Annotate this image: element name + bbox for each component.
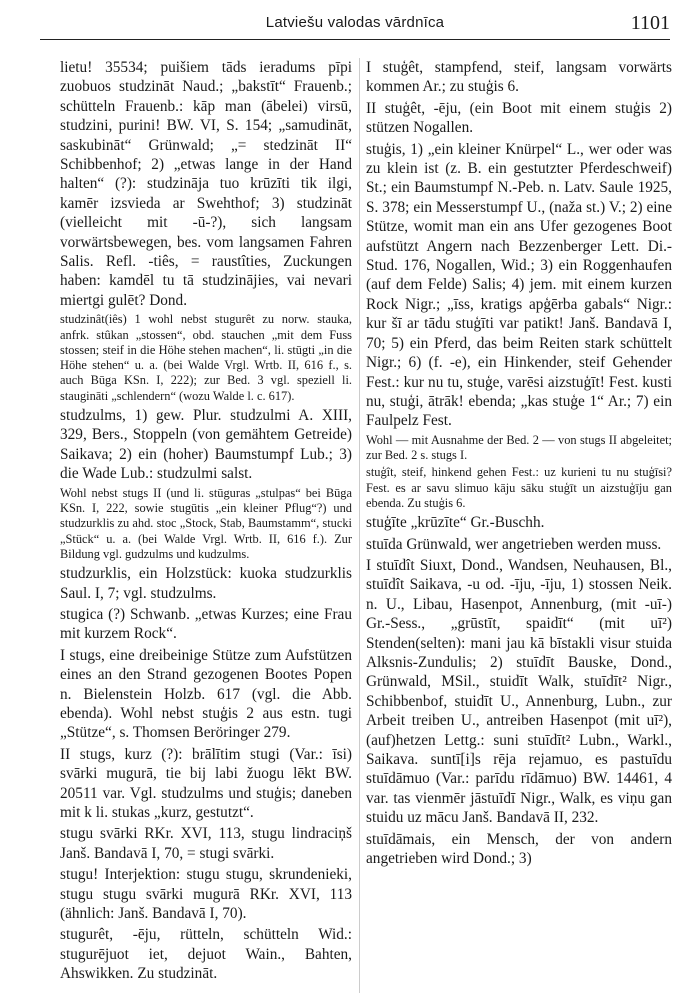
column-divider <box>359 58 360 993</box>
left-column <box>60 58 352 986</box>
right-column <box>366 58 672 871</box>
dictionary-entry: stuīda Grünwald, wer angetrieben werden muss. <box>366 535 662 553</box>
dictionary-entry: Wohl — mit Ausnahme der Bed. 2 — von stugs II abgeleitet; zur Bed. 2 s. stugs I. <box>366 432 672 463</box>
dictionary-entry: I stuīdît Siuxt, Dond., Wandsen, Neuhausen, Bl., stuīdît Saikava, -u od. -īju, -īju, 1) stossen Neik. n. U., Libau, Hasenpot, Annenburg, (mit -uī-) Gr.-Sess., „grūstīt, spaidīt“ (mit uī²) Stenden(selten): mani jau kā bīstakli visur stuida Alksnis-Zundulis; 2) stuīdīt Bauske, Dond., Grünwald, MSil., stuidīt Walk, stuīdīt² Nigr., Schibbenbof, stuidīt U., Annenburg, Lubn., zur Arbeit treiben U., antreiben Hasenpot (mit uī²), (auf)hetzen Lettg.: suni stuīdīt² Lubn., Warkl., Saikava. suntī[i]s rēja rejamuo, es pastuīdu stuīdāmuo (Var.: parīdu rīdāmuo) BW. 14461, 4 var. tas vienmēr jāstuīdī Nigr., Walk, es viņu gan stuidu uz mācu Janš. Bandavā II, 232. <box>366 557 672 827</box>
dictionary-entry: Wohl nebst stugs II (und li. stūguras „stulpas“ bei Būga KSn. I, 222, sowie stugūtis „ein kleiner Pflug“?) und studzurklis zu ahd. stoc „Stock, Stab, Baumstamm“, stucki „Stück“ u. a. (bei Walde Vrgl. Wrtb. II, 616 f.). Zur Bildung vgl. gudzulms und kudzulms. <box>60 485 352 561</box>
dictionary-entry: lietu! 35534; puišiem tāds ieradums pīpi zuobuos studzināt Naud.; „bakstīt“ Frauenb.; schütteln Frauenb.: kāp man (ābelei) virsū, studzini, purini! BW. VI, S. 154; „samudināt, saskubināt“ Grünwald; „= stedzināt II“ Schibbenhof; 2) „etwas lange in der Hand halten“ (?): studzināja tuo krūzīti tik ilgi, kamēr izsvieda ar Swehthof; 3) studzināt (vielleicht mit -ū-?), sich langsam vorwärtsbewegen, bes. vom langsamen Fahren Salis. Refl. -tiês, = raustîties, Zuckungen haben: kamdēl tu tā studzinājies, vai nevari miertgi gulēt? Dond. <box>60 59 352 309</box>
dictionary-entry: I stuģêt, stampfend, steif, langsam vorwärts kommen Ar.; zu stuģis 6. <box>366 59 672 96</box>
dictionary-entry: studzulms, 1) gew. Plur. studzulmi A. XIII, 329, Bers., Stoppeln (von gemähtem Getreide) Saikava; 2) ein (hoher) Baumstumpf Lub.; 3) die Wade Lub.: studzulmi salst. <box>60 407 352 483</box>
dictionary-entry: II stugs, kurz (?): brālītim stugi (Var.: īsi) svārki mugurā, tie bij labi žuogu lēkt BW. 20511 var. Vgl. studzulms und stuģis; daneben mit k li. stukas „kurz, gestutzt“. <box>60 745 352 822</box>
dictionary-entry: stuģît, steif, hinkend gehen Fest.: uz kurieni tu nu stuģīsi? Fest. es ar savu slimuo kāju sāku stuģīt un aizstuģīju gan ebenda. Zu stuģis 6. <box>366 465 672 510</box>
dictionary-entry: stuģīte „krūzīte“ Gr.-Buschh. <box>366 514 545 532</box>
dictionary-entry: stuīdāmais, ein Mensch, der von andern angetrieben wird Dond.; 3) <box>366 830 672 868</box>
dictionary-entry: I stugs, eine dreibeinige Stütze zum Aufstützen eines an den Strand gezogenen Bootes Popen n. Bielenstein Holzb. 617 (vgl. die Abb. ebenda). Wohl nebst stuģis 2 aus estn. tugi „Stütze“, s. Thomsen Beröringer 279. <box>60 646 352 742</box>
dictionary-entry: stugu! Interjektion: stugu stugu, skrundenieki, stugu stugu svārki mugurā RKr. XVI, 113 (ähnlich: Janš. Bandavā I, 70). <box>60 866 352 923</box>
running-head <box>40 14 670 36</box>
dictionary-entry: studzurklis, ein Holzstück: kuoka studzurklis Saul. I, 7; vgl. studzulms. <box>60 565 352 602</box>
dictionary-entry: stugurêt, -ēju, rütteln, schütteln Wid.: stugurējuot iet, dejuot Wain., Bahten, Ahswikken. Zu studzināt. <box>60 926 352 983</box>
dictionary-entry: stugu svārki RKr. XVI, 113, stugu lindraciņš Janš. Bandavā I, 70, = stugi svārki. <box>60 825 352 862</box>
page-header-title: Latviešu valodas vārdnīca <box>265 14 445 31</box>
dictionary-entry: II stuģêt, -ēju, (ein Boot mit einem stuģis 2) stützen Nogallen. <box>366 99 672 137</box>
page-number: 1101 <box>630 12 670 34</box>
dictionary-entry: stugica (?) Schwanb. „etwas Kurzes; eine Frau mit kurzem Rock“. <box>60 605 352 643</box>
dictionary-entry: stuģis, 1) „ein kleiner Knürpel“ L., wer oder was zu klein ist (z. B. ein gestutzter Pferdeschweif) St.; ein Baumstumpf N.-Peb. n. Latv. Saule 1925, S. 378; ein Messerstumpf U., (naža st.) V.; 2) eine Stütze, womit man ein ans Ufer gezogenes Boot aufstützt Angern nach Bezzenberger Lett. Di.-Stud. 176, Nogallen, Wid.; 3) ein Roggenhaufen (auf dem Felde) Salis; 4) jem. mit einem kurzen Rock Nigr.; „īss, kratigs apģērba gabals“ Nigr.: kur šī ar tādu stuģīti var patikt! Janš. Bandavā I, 70; 5) ein Pferd, das beim Reiten stark schüttelt Nigr.; 6) (f. -e), ein Hinkender, steif Gehender Fest.: kur nu tu, stuģe, varēsi aizstuģīt! Fest. kusti nu, stuģi, ātrāk! ebenda; „kas stuģe 1“ Ar.; 7) ein Faulpelz Fest. <box>366 140 672 430</box>
dictionary-entry: studzinât(iês) 1 wohl nebst stugurêt zu norw. stauka, anfrk. stûkan „stossen“, obd. stauchen „mit dem Fuss stossen; steif in die Höhe stehen machen“, li. stūgti „in die Höhe stehen“ u. a. (bei Walde Vrgl. Wrtb. II, 616 f., s. auch Būga KSn. I, 222); zur Bed. 3 vgl. speziell li. staugināti „schlendern“ (wozu Walde l. c. 617). <box>60 312 352 403</box>
header-rule <box>40 39 670 40</box>
